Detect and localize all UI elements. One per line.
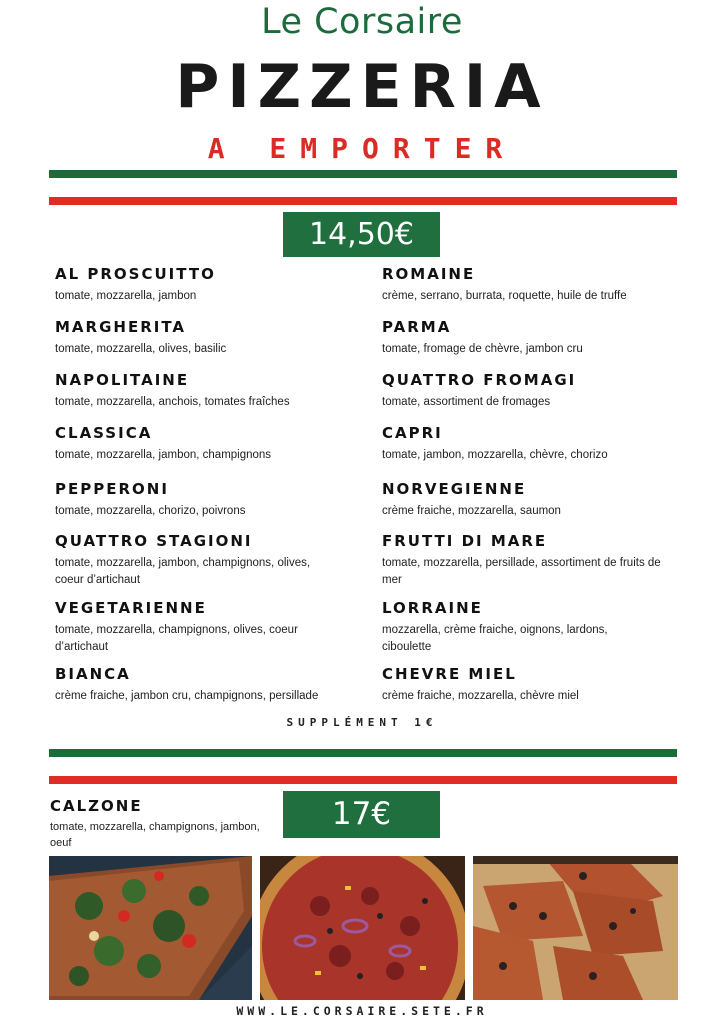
- red-stripe: [49, 776, 677, 784]
- menu-item: [55, 265, 355, 305]
- item-description: tomate, mozzarella, jambon: [55, 290, 197, 302]
- pizza-pepperoni-photo: [260, 856, 465, 1000]
- green-stripe: [49, 749, 677, 757]
- item-description: tomate, mozzarella, jambon, champignons, olives, coeur d’artichaut: [55, 557, 311, 586]
- item-name: NORVEGIENNE: [382, 480, 527, 498]
- item-description: mozzarella, crème fraiche, oignons, lardons, ciboulette: [382, 624, 608, 653]
- item-description: crème fraiche, mozzarella, saumon: [382, 505, 561, 517]
- green-stripe: [49, 170, 677, 178]
- item-name: CALZONE: [50, 797, 143, 815]
- item-description: tomate, mozzarella, anchois, tomates fraîches: [55, 396, 290, 408]
- pizza-spinach-photo: [49, 856, 252, 1000]
- item-name: BIANCA: [55, 665, 131, 683]
- menu-item: [55, 532, 355, 589]
- item-description: tomate, mozzarella, jambon, champignons: [55, 449, 272, 461]
- item-description: tomate, mozzarella, champignons, olives, coeur d’artichaut: [55, 624, 298, 653]
- item-description: tomate, fromage de chèvre, jambon cru: [382, 343, 583, 355]
- item-description: crème, serrano, burrata, roquette, huile de truffe: [382, 290, 627, 302]
- menu-item: [55, 371, 355, 411]
- page-subtitle: A EMPORTER: [207, 132, 517, 165]
- item-name: PEPPERONI: [55, 480, 169, 498]
- item-name: LORRAINE: [382, 599, 483, 617]
- calzone-price-badge: 17€: [283, 791, 440, 838]
- item-description: tomate, assortiment de fromages: [382, 396, 551, 408]
- item-name: FRUTTI DI MARE: [382, 532, 548, 550]
- menu-item: [382, 532, 692, 589]
- menu-item: [382, 665, 692, 705]
- supplement-note: SUPPLÉMENT 1€: [286, 716, 438, 729]
- menu-item: [382, 599, 692, 656]
- item-name: NAPOLITAINE: [55, 371, 190, 389]
- menu-item: [382, 371, 692, 411]
- item-name: CLASSICA: [55, 424, 153, 442]
- menu-item: [55, 480, 355, 520]
- item-name: ROMAINE: [382, 265, 476, 283]
- page-title: PIZZERIA: [175, 52, 549, 122]
- menu-item: [55, 599, 355, 656]
- item-name: QUATTRO STAGIONI: [55, 532, 253, 550]
- menu-item: [382, 480, 692, 520]
- pizza-slices-photo: [473, 856, 678, 1000]
- menu-item: [55, 318, 355, 358]
- item-description: crème fraiche, jambon cru, champignons, persillade: [55, 690, 319, 702]
- item-name: PARMA: [382, 318, 452, 336]
- item-name: CAPRI: [382, 424, 443, 442]
- red-stripe: [49, 197, 677, 205]
- item-name: AL PROSCUITTO: [55, 265, 216, 283]
- menu-item: [55, 424, 355, 464]
- item-name: CHEVRE MIEL: [382, 665, 517, 683]
- menu-item: [382, 265, 692, 305]
- pizzas-price-badge: 14,50€: [283, 212, 440, 257]
- item-name: VEGETARIENNE: [55, 599, 207, 617]
- website-url[interactable]: WWW.LE.CORSAIRE.SETE.FR: [236, 1004, 488, 1018]
- item-description: tomate, mozzarella, olives, basilic: [55, 343, 227, 355]
- menu-item: [382, 424, 692, 464]
- menu-item: [55, 665, 355, 705]
- calzone-item: [50, 797, 275, 851]
- item-description: tomate, mozzarella, persillade, assortiment de fruits de mer: [382, 557, 661, 586]
- item-description: crème fraiche, mozzarella, chèvre miel: [382, 690, 579, 702]
- item-description: tomate, mozzarella, chorizo, poivrons: [55, 505, 246, 517]
- item-name: MARGHERITA: [55, 318, 187, 336]
- brand-name: Le Corsaire: [261, 2, 463, 42]
- item-description: tomate, jambon, mozzarella, chèvre, chorizo: [382, 449, 608, 461]
- menu-item: [382, 318, 692, 358]
- item-name: QUATTRO FROMAGI: [382, 371, 577, 389]
- item-description: tomate, mozzarella, champignons, jambon, oeuf: [50, 821, 260, 849]
